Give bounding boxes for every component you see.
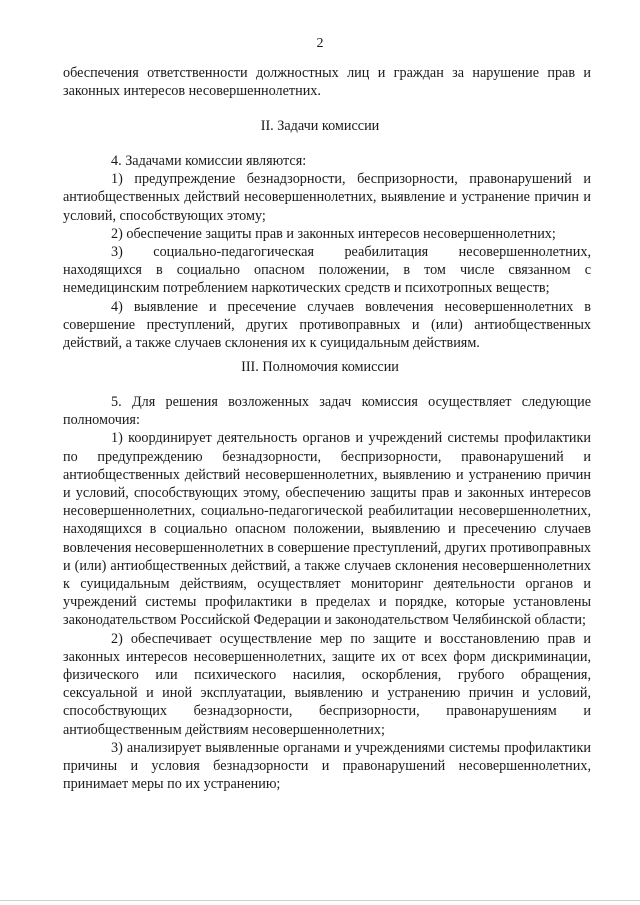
- section-2-paragraph: 3) социально-педагогическая реабилитация несовершеннолетних, находящихся в социально опасном положении, в том числе связанном с немедицинским потреблением наркотических средств и психотропных веществ;: [63, 244, 591, 297]
- section-2-paragraph: 1) предупреждение безнадзорности, беспризорности, правонарушений и антиобщественных действий несовершеннолетних, выявление и устранение причин и условий, способствующих этому;: [63, 171, 591, 224]
- intro-paragraph: обеспечения ответственности должностных лиц и граждан за нарушение прав и законных интересов несовершеннолетних.: [63, 65, 591, 100]
- section-3-body: [63, 393, 591, 793]
- section-2-paragraph: 2) обеспечение защиты прав и законных интересов несовершеннолетних;: [111, 225, 556, 242]
- section-3-paragraph: 2) обеспечивает осуществление мер по защите и восстановлению прав и законных интересов несовершеннолетних, защите их от всех форм дискриминации, физического или психического насилия, оскорбления, грубого обращения, сексуальной и иной эксплуатации, выявлению и устранению причин и условий, способствующих безнадзорности, беспризорности, правонарушениям и антиобщественным действиям несовершеннолетних;: [63, 630, 591, 738]
- scan-bottom-edge: [0, 900, 640, 901]
- section-2-paragraph: 4. Задачами комиссии являются:: [111, 153, 307, 169]
- section-3-paragraph: 3) анализирует выявленные органами и учреждениями системы профилактики причины и условия безнадзорности и правонарушений несовершеннолетних, принимает меры по их устранению;: [63, 739, 591, 793]
- intro-paragraph-block: [63, 64, 591, 100]
- section-2-paragraph: 4) выявление и пресечение случаев вовлечения несовершеннолетних в совершение преступлений, других противоправных и (или) антиобщественных действий, а также случаев склонения их к суицидальным действиям.: [63, 298, 591, 352]
- section-2-heading: II. Задачи комиссии: [260, 118, 380, 134]
- section-3-heading: III. Полномочия комиссии: [241, 359, 399, 375]
- section-3-paragraph: 5. Для решения возложенных задач комиссия осуществляет следующие полномочия:: [63, 394, 591, 429]
- section-3-paragraph: 1) координирует деятельность органов и учреждений системы профилактики по предупреждению безнадзорности, беспризорности, правонарушений и антиобщественных действий несовершеннолетних, выявлению и устранению причин и условий, способствующих этому, обеспечению защиты прав и законных интересов несовершеннолетних, социально-педагогической реабилитации несовершеннолетних, находящихся в социально опасном положении, выявлению и пресечению случаев вовлечения несовершеннолетних в совершение преступлений, других противоправных и (или) антиобщественных действий, а также случаев склонения несовершеннолетних к суицидальным действиям, осуществляет мониторинг деятельности органов и учреждений системы профилактики в пределах и порядке, которые установлены законодательством Российской Федерации и законодательством Челябинской области;: [63, 430, 592, 629]
- section-2-body: [63, 152, 591, 352]
- page-number: 2: [316, 36, 324, 51]
